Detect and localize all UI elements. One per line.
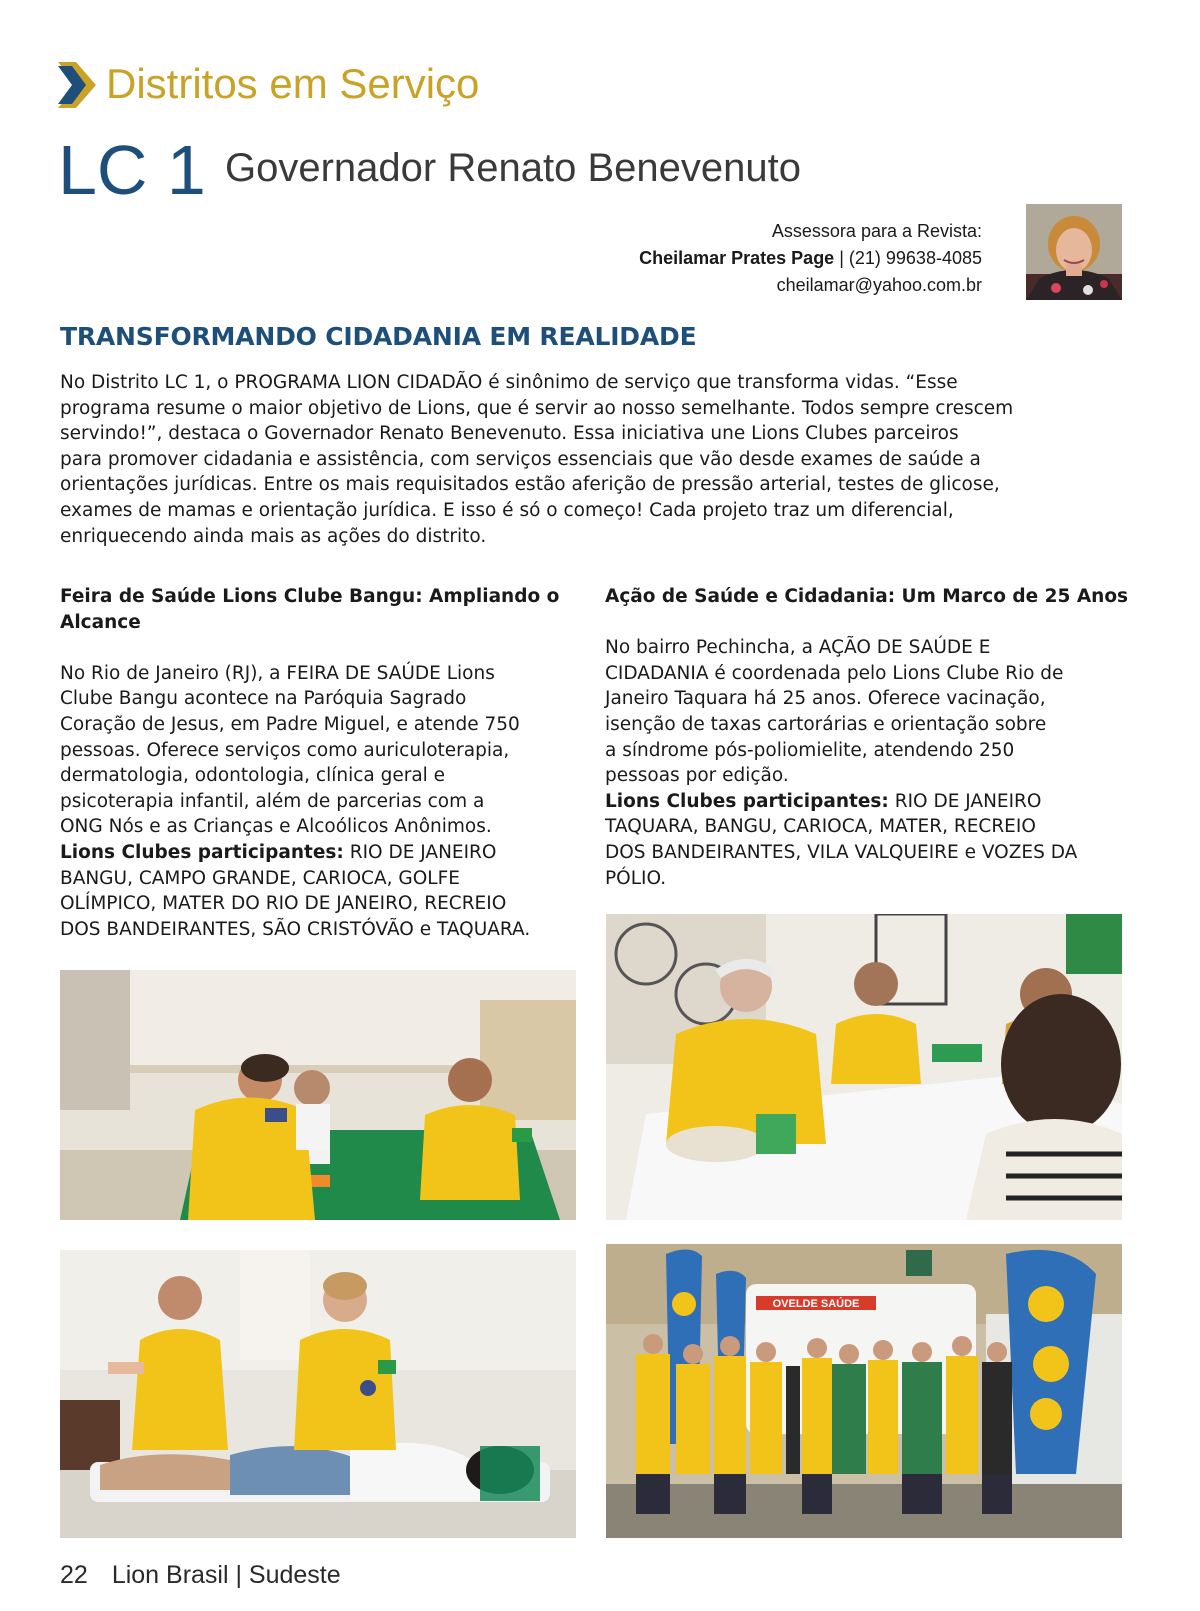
left-participants-line: OLÍMPICO, MATER DO RIO DE JANEIRO, RECREIO [60, 893, 507, 915]
left-participants [60, 840, 580, 866]
left-participants-line: BANGU, CAMPO GRANDE, CARIOCA, GOLFE [60, 867, 460, 889]
participants-label: Lions Clubes participantes: [60, 841, 344, 863]
photo-health-fair-table [60, 970, 576, 1220]
article-intro [60, 370, 1013, 549]
intro-line: para promover cidadania e assistência, com serviços essenciais que vão desde exames de saúde a [60, 448, 981, 470]
photo-group-ambulance [606, 1244, 1122, 1538]
left-heading: Feira de Saúde Lions Clube Bangu: Ampliando o [60, 586, 560, 607]
right-body-line: isenção de taxas cartorárias e orientação sobre [605, 713, 1047, 735]
governor-name: Governador Renato Benevenuto [225, 146, 801, 190]
left-column [60, 584, 580, 942]
district-code: LC 1 [58, 131, 206, 209]
page-number: 22 [60, 1561, 88, 1589]
left-heading: Alcance [60, 611, 141, 633]
right-participants-line: TAQUARA, BANGU, CARIOCA, MATER, RECREIO [605, 816, 1036, 838]
intro-line: exames de mamas e orientação jurídica. E isso é só o começo! Cada projeto traz um diferencial, [60, 499, 954, 521]
intro-line: No Distrito LC 1, o PROGRAMA LION CIDADÃO é sinônimo de serviço que transforma vidas. “Esse [60, 372, 958, 393]
right-participants-line: DOS BANDEIRANTES, VILA VALQUEIRE e VOZES DA [605, 841, 1078, 863]
advisor-phone: (21) 99638-4085 [848, 248, 982, 268]
intro-line: orientações jurídicas. Entre os mais requisitados estão aferição de pressão arterial, testes de glicose, [60, 474, 1000, 496]
article-title: TRANSFORMANDO CIDADANIA EM REALIDADE [60, 322, 697, 351]
separator: | [834, 248, 849, 268]
advisor-line [639, 245, 982, 272]
advisor-name: Cheilamar Prates Page [639, 248, 835, 268]
left-body-line: No Rio de Janeiro (RJ), a FEIRA DE SAÚDE Lions [60, 662, 495, 684]
photo-massage-session [60, 1250, 576, 1538]
chevron-right-icon [58, 62, 100, 108]
right-body-line: a síndrome pós-poliomielite, atendendo 250 [605, 739, 1015, 761]
left-body-line: dermatologia, odontologia, clínica geral e [60, 765, 446, 787]
intro-line: programa resume o maior objetivo de Lions, que é servir ao nosso semelhante. Todos sempre crescem [60, 397, 1014, 419]
right-body-line: No bairro Pechincha, a AÇÃO DE SAÚDE E [605, 637, 991, 659]
intro-line: servindo!”, destaca o Governador Renato Benevenuto. Essa iniciativa une Lions Clubes parceiros [60, 423, 959, 445]
publication-name: Lion Brasil | Sudeste [111, 1561, 341, 1589]
right-column [605, 584, 1135, 891]
right-body-line: CIDADANIA é coordenada pelo Lions Clube Rio de [605, 662, 1064, 684]
intro-line: enriquecendo ainda mais as ações do distrito. [60, 525, 487, 547]
left-body-line: ONG Nós e as Crianças e Alcoólicos Anônimos. [60, 816, 492, 838]
page-footer [60, 1558, 341, 1592]
advisor-contact [639, 218, 982, 299]
left-body-line: Coração de Jesus, em Padre Miguel, e atende 750 [60, 713, 520, 735]
left-body-line: pessoas. Oferece serviços como auriculoterapia, [60, 739, 510, 761]
advisor-photo [1026, 204, 1122, 300]
left-participants-line: DOS BANDEIRANTES, SÃO CRISTÓVÃO e TAQUARA. [60, 918, 531, 940]
photo-vaccination-table [606, 914, 1122, 1220]
participants-text: RIO DE JANEIRO [888, 790, 1042, 812]
advisor-role: Assessora para a Revista: [771, 221, 982, 241]
right-body-line: pessoas por edição. [605, 765, 789, 787]
section-title: Distritos em Serviço [106, 60, 480, 107]
right-heading: Ação de Saúde e Cidadania: Um Marco de 25 Anos [605, 586, 1129, 607]
participants-text: RIO DE JANEIRO [343, 841, 497, 863]
right-participants [605, 789, 1135, 815]
advisor-email: cheilamar@yahoo.com.br [776, 275, 982, 295]
ambulance-label: OVELDE SAÚDE [772, 1298, 860, 1310]
right-participants-line: PÓLIO. [605, 867, 667, 889]
left-body-line: Clube Bangu acontece na Paróquia Sagrado [60, 688, 467, 710]
right-body-line: Janeiro Taquara há 25 anos. Oferece vacinação, [605, 688, 1046, 710]
participants-label: Lions Clubes participantes: [605, 790, 889, 812]
left-body-line: psicoterapia infantil, além de parcerias com a [60, 790, 485, 812]
